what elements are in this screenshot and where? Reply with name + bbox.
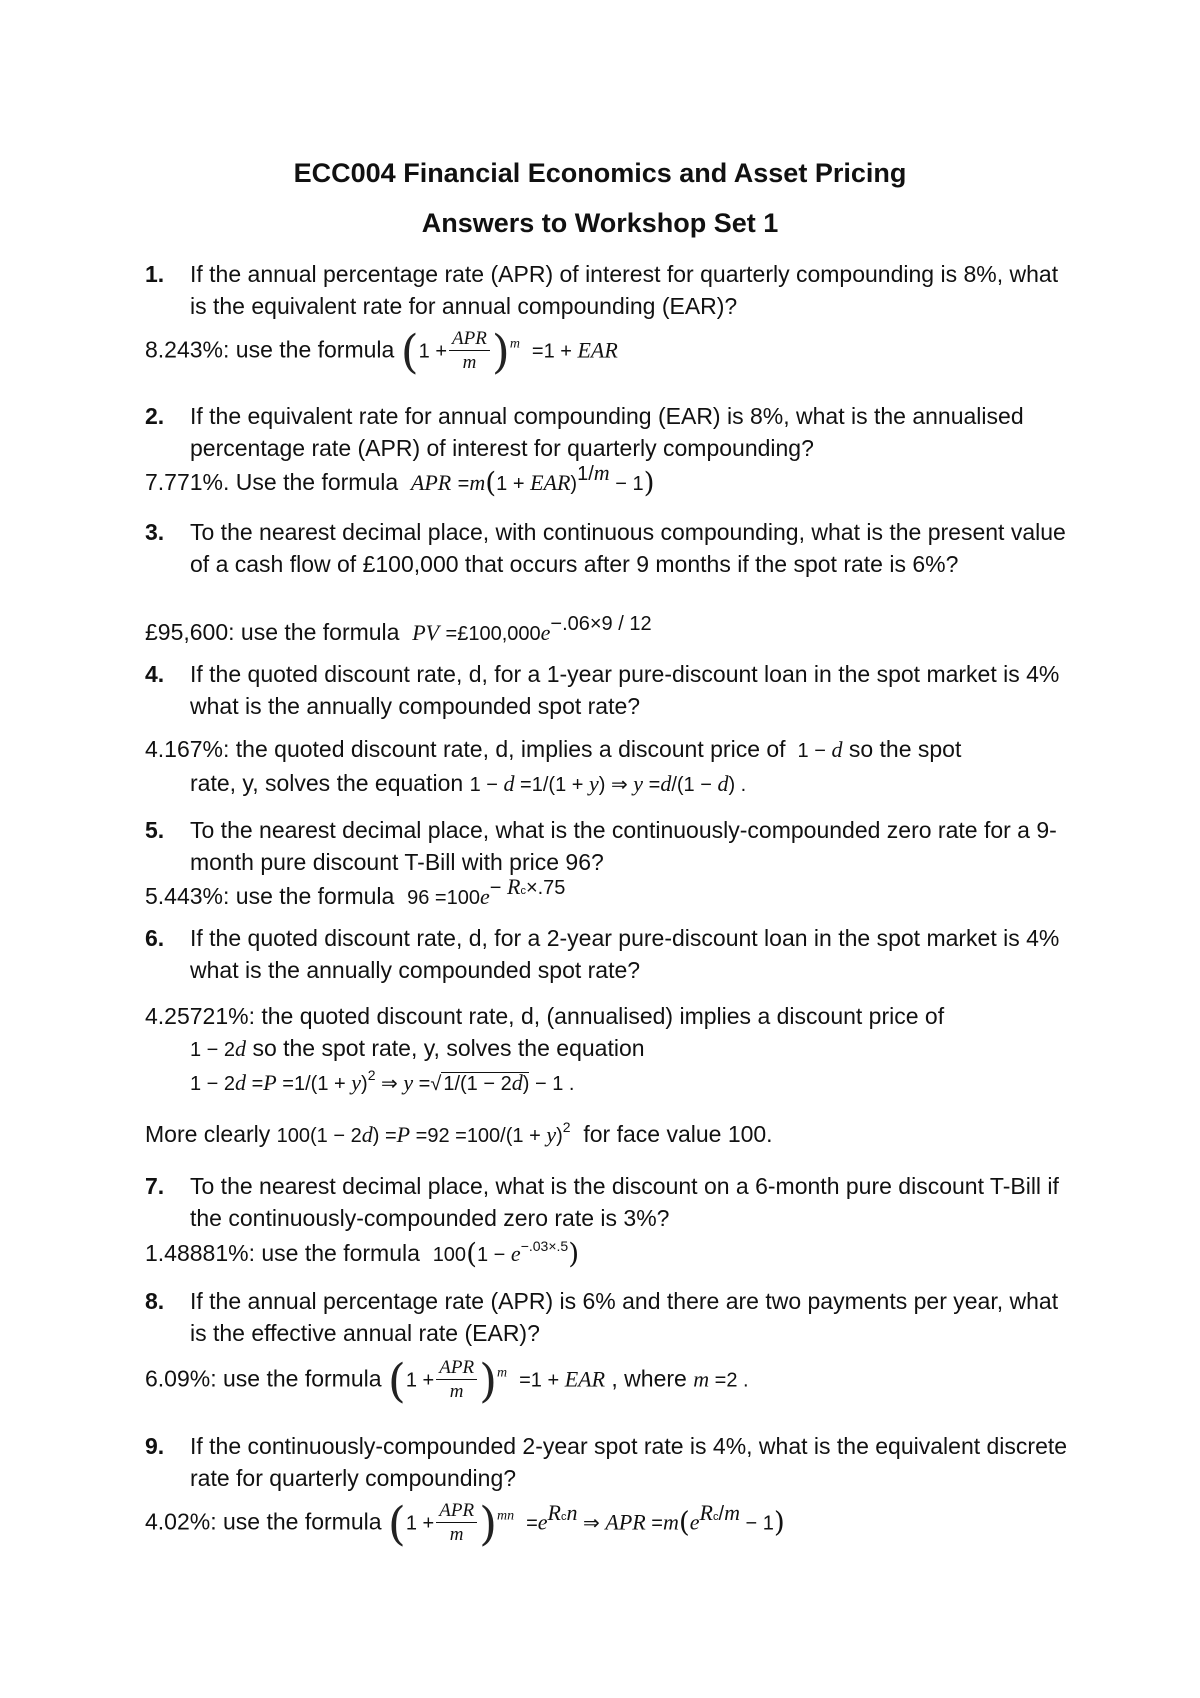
- question-number: 8.: [145, 1288, 165, 1314]
- formula: (1 + $\frac{\text{APR}}{m}$ )$^m$ =1 + EAR: [400, 324, 618, 379]
- answer-text: More clearly: [145, 1121, 271, 1147]
- answer-text: 5.443%: use the formula: [145, 883, 395, 909]
- answer-text: so the spot rate, y, solves the equation: [252, 1035, 645, 1061]
- question-text: To the nearest decimal place, what is the discount on a 6-month pure discount T-Bill if the continuously-compounded zero rate is 3%?: [190, 1173, 1059, 1231]
- answer-4: 4.167%: the quoted discount rate, d, implies a discount price of 1 − d so the spot rate, y, solves the equation 1 − d =1/(1 + y) ⇒ y =d/(1 − d) .: [145, 736, 962, 796]
- question-4: [145, 658, 1075, 722]
- question-text: If the quoted discount rate, d, for a 2-year pure-discount loan in the spot market is 4% what is the annually compounded spot rate?: [190, 925, 1060, 983]
- formula: (1 + $\frac{\text{APR}}{m}$ )$^{mn} =e^{Rcn}$ ⇒ APR $=m(e^{Rc/m} - 1)$: [387, 1496, 785, 1551]
- answer-text: so the spot: [848, 736, 962, 762]
- answer-text: 4.02%: use the formula: [145, 1508, 382, 1535]
- answer-text: 8.243%: use the formula: [145, 336, 395, 363]
- question-1: [145, 258, 1075, 322]
- formula: $100(1 - e^{-.03\times.5})$: [432, 1237, 580, 1270]
- answer-7: [145, 1237, 1105, 1271]
- answer-5: [145, 874, 1105, 914]
- question-text: If the quoted discount rate, d, for a 1-year pure-discount loan in the spot market is 4% what is the annually compounded spot rate?: [190, 661, 1060, 719]
- answer-2: [145, 460, 1105, 500]
- question-6: [145, 922, 1075, 986]
- answer-9: [145, 1496, 1105, 1551]
- question-3: [145, 516, 1075, 580]
- question-5: [145, 814, 1075, 878]
- answer-6: 4.25721%: the quoted discount rate, d, (annualised) implies a discount price of 1 − 2d so the spot rate, y, solves the equation $1 - 2d =P =1/(1 + y)^2$ ⇒ y =√ 1/(1 − 2d) − 1 .: [145, 1000, 1105, 1100]
- question-number: 4.: [145, 661, 165, 687]
- question-number: 7.: [145, 1173, 165, 1199]
- answer-text: rate, y, solves the equation: [190, 770, 464, 796]
- document-title: ECC004 Financial Economics and Asset Pricing: [293, 158, 907, 188]
- formula: APR =m(1 + EAR)$^{1/m}$ − 1): [410, 460, 655, 499]
- question-2: [145, 400, 1075, 464]
- formula: $96 =100e^{- Rc\times.75}$: [407, 874, 566, 909]
- formula: PV $=£100,000e^{-.06\times 9 / 12}$: [412, 613, 652, 645]
- answer-1: [145, 324, 1105, 379]
- question-text: If the continuously-compounded 2-year spot rate is 4%, what is the equivalent discrete rate for quarterly compounding?: [190, 1433, 1068, 1491]
- question-number: 3.: [145, 519, 165, 545]
- formula: 1 − d =1/(1 + y) ⇒ y =d/(1 − d) .: [469, 771, 747, 796]
- question-7: [145, 1170, 1075, 1234]
- question-number: 9.: [145, 1433, 165, 1459]
- answer-3: [145, 613, 1105, 650]
- answer-text: , where: [611, 1365, 687, 1392]
- answer-text: 4.167%: the quoted discount rate, d, implies a discount price of: [145, 736, 786, 762]
- question-9: [145, 1430, 1075, 1494]
- formula: $1 - 2d =P =1/(1 + y)^2$ ⇒ y =√ 1/(1 − 2d) − 1 .: [190, 1067, 575, 1095]
- document-subtitle: Answers to Workshop Set 1: [421, 208, 779, 238]
- answer-6-more: [145, 1118, 1105, 1152]
- answer-text: £95,600: use the formula: [145, 619, 400, 645]
- question-text: If the annual percentage rate (APR) of interest for quarterly compounding is 8%, what is the equivalent rate for annual compounding (EAR)?: [190, 261, 1059, 319]
- answer-8: 6.09%: use the formula (1 + $\frac{\text{APR}}{m}$ )$^m$ =1 + EAR , where m =2 .: [145, 1353, 749, 1408]
- answer-text: 4.25721%: the quoted discount rate, d, (annualised) implies a discount price of: [145, 1003, 945, 1029]
- question-text: If the annual percentage rate (APR) is 6% and there are two payments per year, what is the effective annual rate (EAR)?: [190, 1288, 1059, 1346]
- question-number: 6.: [145, 925, 165, 951]
- question-number: 1.: [145, 261, 165, 287]
- question-8: [145, 1285, 1075, 1349]
- answer-text: 1.48881%: use the formula: [145, 1240, 420, 1266]
- formula: (1 + $\frac{\text{APR}}{m}$ )$^m$ =1 + EAR: [387, 1353, 606, 1408]
- formula: $100(1 - 2d) =P =92 =100/(1 + y)^2$: [276, 1119, 571, 1147]
- question-text: If the equivalent rate for annual compounding (EAR) is 8%, what is the annualised percentage rate (APR) of interest for quarterly compounding?: [190, 403, 1024, 461]
- answer-text: 7.771%. Use the formula: [145, 469, 399, 495]
- answer-text: for face value 100.: [583, 1121, 773, 1147]
- answer-text: 6.09%: use the formula: [145, 1365, 382, 1392]
- question-text: To the nearest decimal place, with continuous compounding, what is the present value of a cash flow of £100,000 that occurs after 9 months if the spot rate is 6%?: [190, 519, 1066, 577]
- question-text: To the nearest decimal place, what is the continuously-compounded zero rate for a 9-month pure discount T-Bill with price 96?: [190, 817, 1057, 875]
- question-number: 2.: [145, 403, 165, 429]
- question-number: 5.: [145, 817, 165, 843]
